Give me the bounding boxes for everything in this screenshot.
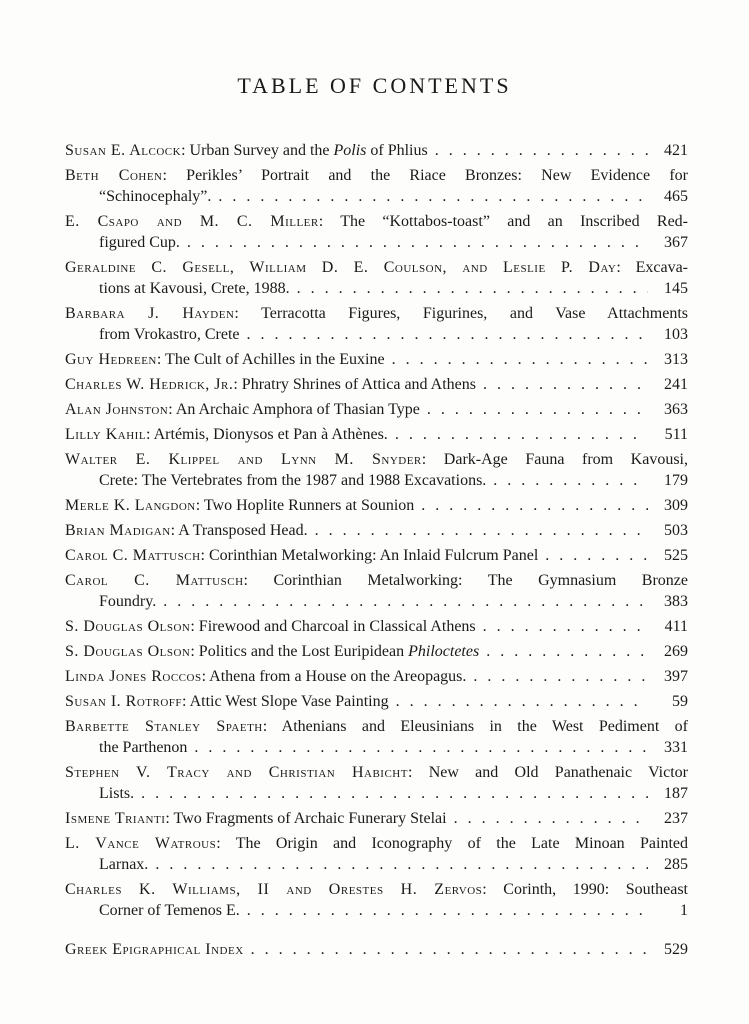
entry-last-line bbox=[65, 691, 688, 712]
entry-text bbox=[65, 495, 414, 516]
author-name: S. Douglas Olson bbox=[65, 643, 191, 661]
author-name: Merle K. Langdon bbox=[65, 497, 196, 515]
toc-list bbox=[65, 140, 688, 960]
dot-leader bbox=[155, 854, 648, 875]
page-number: 411 bbox=[664, 618, 688, 636]
toc-entry bbox=[65, 140, 688, 161]
entry-last-line bbox=[65, 783, 688, 804]
entry-first-line bbox=[65, 449, 688, 470]
dot-leader bbox=[421, 495, 648, 516]
toc-entry bbox=[65, 570, 688, 612]
title-text: : Two Hoplite Runners at Sounion bbox=[195, 497, 415, 515]
entry-text bbox=[65, 278, 290, 299]
toc-entry bbox=[65, 424, 688, 445]
entry-text bbox=[65, 737, 187, 758]
entry-first-line bbox=[65, 211, 688, 232]
entry-last-line bbox=[65, 520, 688, 541]
page-number: 313 bbox=[664, 351, 688, 369]
entry-text bbox=[65, 399, 420, 420]
entry-first-line bbox=[65, 833, 688, 854]
dot-leader bbox=[163, 591, 648, 612]
author-name: S. Douglas Olson bbox=[65, 618, 191, 636]
entry-last-line bbox=[65, 324, 688, 345]
toc-entry bbox=[65, 495, 688, 516]
dot-leader bbox=[251, 939, 648, 960]
title-text: : The Cult of Achilles in the Euxine bbox=[156, 351, 385, 369]
entry-last-line bbox=[65, 186, 688, 207]
page-number: 1 bbox=[680, 902, 688, 920]
title-text: : Urban Survey and the bbox=[181, 142, 334, 160]
page-number: 145 bbox=[664, 280, 688, 298]
author-name: Beth Cohen bbox=[65, 167, 163, 185]
title-text: : The “Kottabos-toast” and an Inscribed Red- bbox=[318, 213, 689, 231]
entry-text bbox=[65, 140, 428, 161]
dot-leader bbox=[315, 520, 648, 541]
author-name: Ismene Trianti bbox=[65, 810, 166, 828]
entry-last-line bbox=[65, 232, 688, 253]
toc-entry bbox=[65, 939, 688, 960]
dot-leader bbox=[187, 232, 648, 253]
entry-text bbox=[65, 783, 134, 804]
page-number: 187 bbox=[664, 785, 688, 803]
page-title: TABLE OF CONTENTS bbox=[237, 73, 512, 98]
author-name: Walter E. Klippel and Lynn M. Snyder bbox=[65, 451, 422, 469]
toc-entry bbox=[65, 303, 688, 345]
entry-last-line bbox=[65, 939, 688, 960]
entry-text bbox=[65, 691, 389, 712]
entry-first-line bbox=[65, 257, 688, 278]
entry-last-line bbox=[65, 591, 688, 612]
entry-text bbox=[65, 808, 447, 829]
author-name: L. Vance Watrous bbox=[65, 835, 217, 853]
title-text: Foundry. bbox=[99, 593, 157, 611]
toc-entry bbox=[65, 762, 688, 804]
dot-leader bbox=[427, 399, 648, 420]
title-text: : Perikles’ Portrait and the Riace Bronzes: New Evidence for bbox=[162, 167, 689, 185]
toc-entry bbox=[65, 257, 688, 299]
page-number: 525 bbox=[664, 547, 688, 565]
dot-leader bbox=[297, 278, 648, 299]
title-text: : Attic West Slope Vase Painting bbox=[182, 693, 389, 711]
entry-text bbox=[65, 349, 385, 370]
entry-first-line bbox=[65, 762, 688, 783]
page-number: 237 bbox=[664, 810, 688, 828]
toc-entry bbox=[65, 545, 688, 566]
toc-entry bbox=[65, 211, 688, 253]
dot-leader bbox=[247, 900, 648, 921]
title-text: tions at Kavousi, Crete, 1988. bbox=[99, 280, 290, 298]
title-text: : The Origin and Iconography of the Late Minoan Painted bbox=[216, 835, 688, 853]
title-text: : Two Fragments of Archaic Funerary Stelai bbox=[165, 810, 447, 828]
entry-last-line bbox=[65, 808, 688, 829]
page-number: 529 bbox=[664, 941, 688, 959]
entry-last-line bbox=[65, 854, 688, 875]
dot-leader bbox=[483, 374, 648, 395]
title-text: : Politics and the Lost Euripidean bbox=[190, 643, 409, 661]
entry-text bbox=[65, 232, 180, 253]
entry-last-line bbox=[65, 349, 688, 370]
entry-text bbox=[65, 470, 486, 491]
entry-last-line bbox=[65, 737, 688, 758]
author-name: Alan Johnston bbox=[65, 401, 169, 419]
title-text: : Athena from a House on the Areopagus. bbox=[201, 668, 467, 686]
entry-text bbox=[65, 900, 240, 921]
entry-last-line bbox=[65, 495, 688, 516]
title-text: : Dark-Age Fauna from Kavousi, bbox=[421, 451, 688, 469]
page-number: 397 bbox=[664, 668, 688, 686]
page-number: 309 bbox=[664, 497, 688, 515]
dot-leader bbox=[545, 545, 648, 566]
title-text: Lists. bbox=[99, 785, 135, 803]
title-text: : Artémis, Dionysos et Pan à Athènes. bbox=[146, 426, 388, 444]
title-text: : New and Old Panathenaic Victor bbox=[407, 764, 688, 782]
title-text: the Parthenon bbox=[99, 739, 188, 757]
toc-entry bbox=[65, 374, 688, 395]
title-text: : A Transposed Head. bbox=[170, 522, 308, 540]
entry-text bbox=[65, 591, 156, 612]
entry-text bbox=[65, 666, 466, 687]
title-text: Corner of Temenos E. bbox=[99, 902, 240, 920]
title-text: figured Cup. bbox=[99, 234, 180, 252]
dot-leader bbox=[486, 641, 648, 662]
author-name: Lilly Kahil bbox=[65, 426, 147, 444]
entry-text bbox=[65, 939, 244, 960]
author-name: Geraldine C. Gesell, William D. E. Coulson, and Leslie P. Day bbox=[65, 259, 617, 277]
entry-first-line bbox=[65, 716, 688, 737]
author-name: Guy Hedreen bbox=[65, 351, 157, 369]
toc-entry bbox=[65, 349, 688, 370]
entry-last-line bbox=[65, 374, 688, 395]
author-name: Carol C. Mattusch bbox=[65, 572, 244, 590]
italic-title-text: Philoctetes bbox=[408, 643, 480, 661]
title-text: Larnax. bbox=[99, 856, 149, 874]
entry-first-line bbox=[65, 570, 688, 591]
dot-leader bbox=[473, 666, 648, 687]
toc-entry bbox=[65, 399, 688, 420]
toc-entry bbox=[65, 833, 688, 875]
page-number: 383 bbox=[664, 593, 688, 611]
title-text: Crete: The Vertebrates from the 1987 and 1988 Excavations. bbox=[99, 472, 487, 490]
entry-text bbox=[65, 520, 308, 541]
title-text: : Firewood and Charcoal in Classical Athens bbox=[190, 618, 476, 636]
dot-leader bbox=[493, 470, 648, 491]
page-number: 511 bbox=[664, 426, 688, 444]
dot-leader bbox=[246, 324, 648, 345]
page-number: 421 bbox=[664, 142, 688, 160]
author-name: Susan E. Alcock bbox=[65, 142, 182, 160]
entry-last-line bbox=[65, 666, 688, 687]
entry-last-line bbox=[65, 424, 688, 445]
title-text: : An Archaic Amphora of Thasian Type bbox=[168, 401, 420, 419]
dot-leader bbox=[395, 424, 648, 445]
page-number: 363 bbox=[664, 401, 688, 419]
author-name: Susan I. Rotroff bbox=[65, 693, 183, 711]
toc-entry bbox=[65, 449, 688, 491]
entry-text bbox=[65, 616, 476, 637]
toc-entry bbox=[65, 165, 688, 207]
page-number: 465 bbox=[664, 188, 688, 206]
author-name: Charles K. Williams, II and Orestes H. Zervos bbox=[65, 881, 483, 899]
dot-leader bbox=[483, 616, 648, 637]
author-name: Carol C. Mattusch bbox=[65, 547, 201, 565]
title-text: : Excava- bbox=[616, 259, 689, 277]
entry-text bbox=[65, 854, 148, 875]
title-text: : Corinthian Metalworking: An Inlaid Fulcrum Panel bbox=[200, 547, 539, 565]
entry-last-line bbox=[65, 545, 688, 566]
dot-leader bbox=[194, 737, 648, 758]
toc-entry bbox=[65, 520, 688, 541]
title-text: : Terracotta Figures, Figurines, and Vase Attachments bbox=[234, 305, 688, 323]
entry-first-line bbox=[65, 165, 688, 186]
page-number: 241 bbox=[664, 376, 688, 394]
toc-entry bbox=[65, 666, 688, 687]
toc-entry bbox=[65, 716, 688, 758]
entry-last-line bbox=[65, 470, 688, 491]
entry-last-line bbox=[65, 399, 688, 420]
page-number: 269 bbox=[664, 643, 688, 661]
title-text: from Vrokastro, Crete bbox=[99, 326, 240, 344]
dot-leader bbox=[454, 808, 648, 829]
entry-text bbox=[65, 641, 479, 662]
page-number: 503 bbox=[664, 522, 688, 540]
toc-entry bbox=[65, 641, 688, 662]
entry-last-line bbox=[65, 140, 688, 161]
author-name: Greek Epigraphical Index bbox=[65, 941, 244, 959]
page-number: 59 bbox=[672, 693, 688, 711]
author-name: Stephen V. Tracy and Christian Habicht bbox=[65, 764, 408, 782]
page-number: 179 bbox=[664, 472, 688, 490]
dot-leader bbox=[141, 783, 648, 804]
dot-leader bbox=[396, 691, 648, 712]
dot-leader bbox=[218, 186, 648, 207]
title-text: : Phratry Shrines of Attica and Athens bbox=[233, 376, 476, 394]
entry-text bbox=[65, 545, 538, 566]
title-text: : Corinthian Metalworking: The Gymnasium Bronze bbox=[243, 572, 688, 590]
author-name: E. Csapo and M. C. Miller bbox=[65, 213, 319, 231]
title-text: of Phlius bbox=[366, 142, 428, 160]
toc-entry bbox=[65, 808, 688, 829]
toc-entry bbox=[65, 616, 688, 637]
title-text: “Schinocephaly”. bbox=[99, 188, 212, 206]
entry-last-line bbox=[65, 616, 688, 637]
dot-leader bbox=[435, 140, 648, 161]
entry-first-line bbox=[65, 879, 688, 900]
dot-leader bbox=[392, 349, 648, 370]
toc-entry bbox=[65, 691, 688, 712]
title-text: : Athenians and Eleusinians in the West Pediment of bbox=[262, 718, 688, 736]
entry-text bbox=[65, 324, 239, 345]
author-name: Barbette Stanley Spaeth bbox=[65, 718, 263, 736]
author-name: Charles W. Hedrick, Jr. bbox=[65, 376, 234, 394]
page-number: 331 bbox=[664, 739, 688, 757]
entry-last-line bbox=[65, 278, 688, 299]
entry-first-line bbox=[65, 303, 688, 324]
page-number: 285 bbox=[664, 856, 688, 874]
author-name: Brian Madigan bbox=[65, 522, 171, 540]
author-name: Barbara J. Hayden bbox=[65, 305, 235, 323]
entry-text bbox=[65, 424, 388, 445]
entry-last-line bbox=[65, 641, 688, 662]
italic-title-text: Polis bbox=[333, 142, 367, 160]
entry-last-line bbox=[65, 900, 688, 921]
entry-text bbox=[65, 186, 211, 207]
toc-entry bbox=[65, 879, 688, 921]
title-text: : Corinth, 1990: Southeast bbox=[482, 881, 688, 899]
author-name: Linda Jones Roccos bbox=[65, 668, 202, 686]
page-number: 103 bbox=[664, 326, 688, 344]
entry-text bbox=[65, 374, 476, 395]
page-number: 367 bbox=[664, 234, 688, 252]
